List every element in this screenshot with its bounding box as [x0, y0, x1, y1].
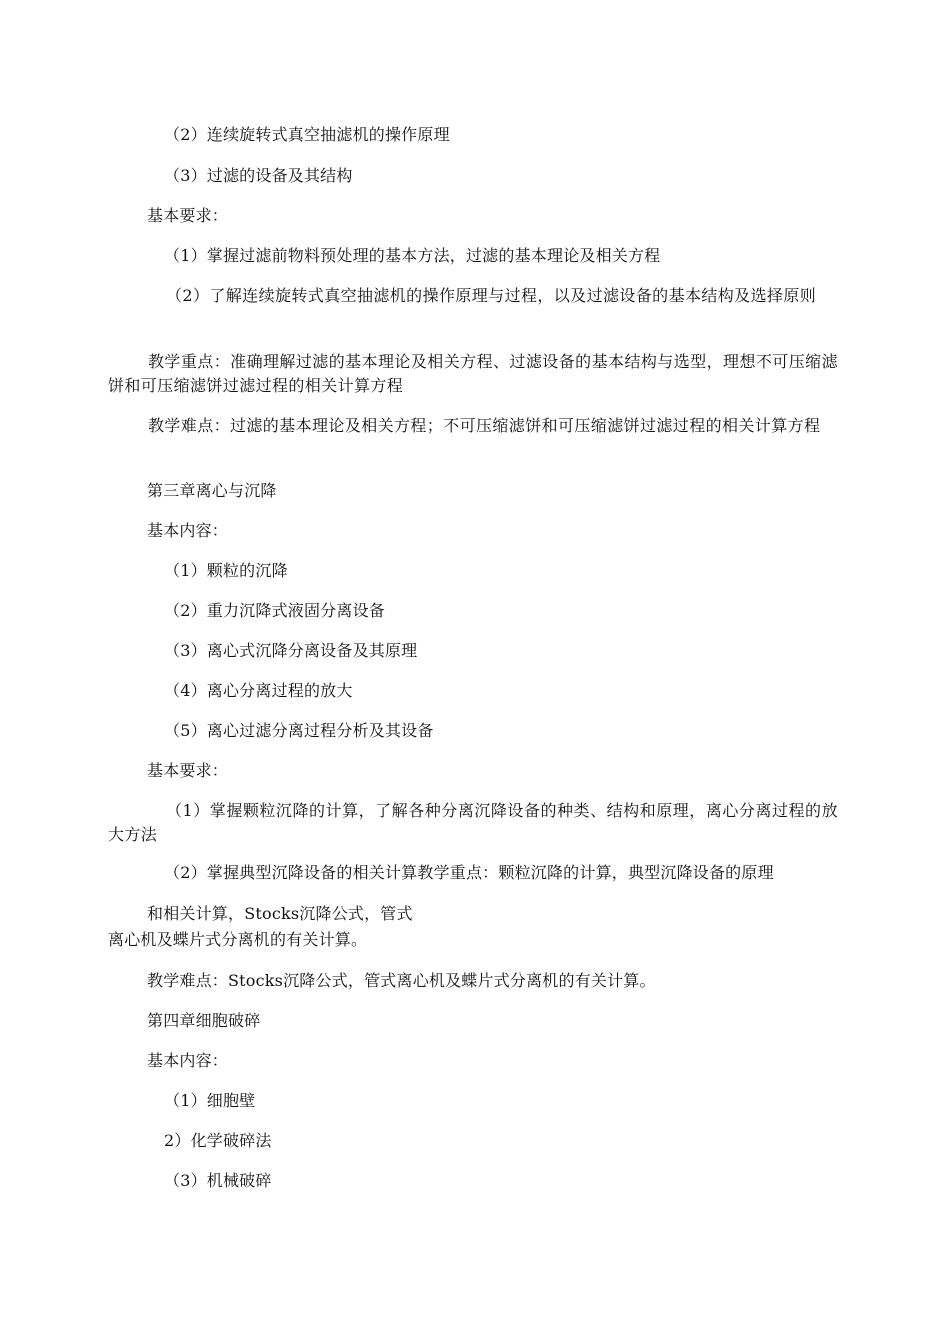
list-item: （1）颗粒的沉降 [164, 561, 288, 580]
list-item: （4）离心分离过程的放大 [164, 681, 353, 700]
list-item: （1）掌握过滤前物料预处理的基本方法，过滤的基本理论及相关方程 [164, 246, 661, 265]
paragraph-line: 离心机及蝶片式分离机的有关计算。 [108, 930, 368, 949]
section-label: 基本内容： [147, 1051, 229, 1070]
list-item: （2）重力沉降式液固分离设备 [164, 601, 385, 620]
list-item: （2）掌握典型沉降设备的相关计算教学重点：颗粒沉降的计算，典型沉降设备的原理 [164, 863, 774, 882]
section-label: 基本要求： [147, 761, 229, 780]
list-item: （3）机械破碎 [164, 1171, 272, 1190]
paragraph-line: 和相关计算，Stocks沉降公式，管式 [147, 904, 413, 923]
list-item: （3）离心式沉降分离设备及其原理 [164, 641, 418, 660]
list-item: （3）过滤的设备及其结构 [164, 166, 353, 185]
paragraph: （1）掌握颗粒沉降的计算，了解各种分离沉降设备的种类、结构和原理，离心分离过程的放大方法 [108, 801, 838, 844]
paragraph: 教学重点：准确理解过滤的基本理论及相关方程、过滤设备的基本结构与选型，理想不可压缩滤饼和可压缩滤饼过滤过程的相关计算方程 [108, 352, 838, 395]
section-label: 基本内容： [147, 521, 229, 540]
chapter-heading: 第三章离心与沉降 [147, 481, 277, 500]
chapter-heading: 第四章细胞破碎 [147, 1011, 261, 1030]
section-label: 基本要求： [147, 206, 229, 225]
list-item: （2）连续旋转式真空抽滤机的操作原理 [164, 125, 450, 144]
paragraph: （2）了解连续旋转式真空抽滤机的操作原理与过程，以及过滤设备的基本结构及选择原则 [166, 286, 817, 305]
list-item: 2）化学破碎法 [164, 1131, 272, 1150]
paragraph: 教学难点：过滤的基本理论及相关方程；不可压缩滤饼和可压缩滤饼过滤过程的相关计算方程 [148, 416, 821, 435]
list-item: （1）细胞壁 [164, 1091, 256, 1110]
paragraph: 教学难点：Stocks沉降公式，管式离心机及蝶片式分离机的有关计算。 [147, 971, 656, 990]
list-item: （5）离心过滤分离过程分析及其设备 [164, 721, 434, 740]
